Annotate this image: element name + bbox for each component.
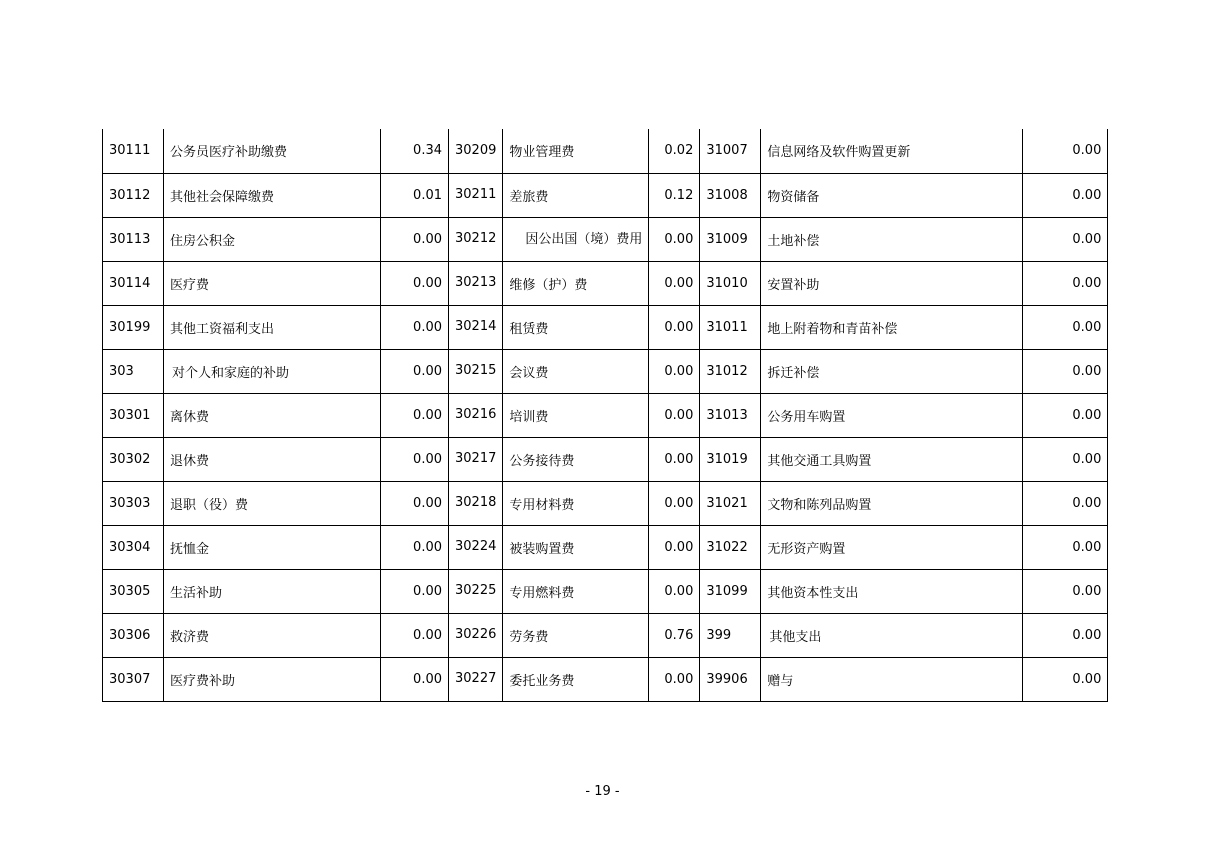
category-name-cell: 信息网络及软件购置更新 [761,129,1023,173]
category-name-cell: 医疗费 [164,261,381,305]
budget-code-cell: 30209 [449,129,503,173]
budget-code-cell: 31008 [700,173,761,217]
budget-code-cell: 30306 [103,613,164,657]
category-name-cell: 生活补助 [164,569,381,613]
budget-code-cell: 30226 [449,613,503,657]
budget-code-cell: 30304 [103,525,164,569]
category-name-cell: 安置补助 [761,261,1023,305]
amount-cell: 0.00 [1023,393,1108,437]
category-name-cell: 公务用车购置 [761,393,1023,437]
budget-code-cell: 30218 [449,481,503,525]
amount-cell: 0.00 [649,393,700,437]
category-name-cell: 维修（护）费 [503,261,649,305]
amount-cell: 0.00 [649,217,700,261]
category-name-cell: 差旅费 [503,173,649,217]
category-name-cell: 会议费 [503,349,649,393]
table-row [103,261,1108,305]
amount-cell: 0.34 [381,129,449,173]
amount-cell: 0.00 [649,657,700,701]
category-name-cell: 其他工资福利支出 [164,305,381,349]
amount-cell: 0.00 [1023,261,1108,305]
table-body [103,129,1108,701]
budget-code-cell: 31099 [700,569,761,613]
category-name-cell: 退职（役）费 [164,481,381,525]
amount-cell: 0.00 [381,481,449,525]
budget-code-cell: 31009 [700,217,761,261]
budget-code-cell: 31013 [700,393,761,437]
amount-cell: 0.00 [1023,173,1108,217]
amount-cell: 0.00 [649,305,700,349]
budget-code-cell: 30303 [103,481,164,525]
category-name-cell: 公务员医疗补助缴费 [164,129,381,173]
table-row [103,569,1108,613]
category-name-cell: 租赁费 [503,305,649,349]
table-row [103,173,1108,217]
amount-cell: 0.00 [649,481,700,525]
budget-code-cell: 30217 [449,437,503,481]
budget-code-cell: 31022 [700,525,761,569]
amount-cell: 0.00 [649,261,700,305]
category-name-cell: 退休费 [164,437,381,481]
page-number: - 19 - [585,784,620,799]
amount-cell: 0.00 [1023,129,1108,173]
amount-cell: 0.00 [381,437,449,481]
budget-code-cell: 31012 [700,349,761,393]
budget-code-cell: 30225 [449,569,503,613]
amount-cell: 0.00 [381,217,449,261]
amount-cell: 0.01 [381,173,449,217]
budget-code-cell: 30212 [449,217,503,261]
budget-code-cell: 30302 [103,437,164,481]
budget-code-cell: 30111 [103,129,164,173]
category-name-cell: 专用材料费 [503,481,649,525]
category-name-cell: 因公出国（境）费用 [503,217,649,261]
category-name-cell: 物业管理费 [503,129,649,173]
amount-cell: 0.00 [1023,613,1108,657]
budget-code-cell: 30307 [103,657,164,701]
budget-code-cell: 31007 [700,129,761,173]
category-name-cell: 其他交通工具购置 [761,437,1023,481]
amount-cell: 0.00 [381,525,449,569]
budget-code-cell: 39906 [700,657,761,701]
budget-code-cell: 30114 [103,261,164,305]
category-name-cell: 培训费 [503,393,649,437]
category-name-cell: 劳务费 [503,613,649,657]
amount-cell: 0.00 [649,349,700,393]
category-name-cell: 抚恤金 [164,525,381,569]
category-name-cell: 住房公积金 [164,217,381,261]
budget-code-cell: 31021 [700,481,761,525]
amount-cell: 0.76 [649,613,700,657]
amount-cell: 0.00 [381,393,449,437]
category-name-cell: 其他社会保障缴费 [164,173,381,217]
budget-code-cell: 30227 [449,657,503,701]
table-row [103,525,1108,569]
category-name-cell: 物资储备 [761,173,1023,217]
amount-cell: 0.12 [649,173,700,217]
budget-code-cell: 30224 [449,525,503,569]
budget-code-cell: 30301 [103,393,164,437]
amount-cell: 0.00 [1023,349,1108,393]
table-row [103,305,1108,349]
category-name-cell: 医疗费补助 [164,657,381,701]
category-name-cell: 委托业务费 [503,657,649,701]
category-name-cell: 离休费 [164,393,381,437]
table-row [103,657,1108,701]
amount-cell: 0.00 [649,569,700,613]
budget-code-cell: 30213 [449,261,503,305]
category-name-cell: 无形资产购置 [761,525,1023,569]
amount-cell: 0.00 [381,569,449,613]
amount-cell: 0.00 [381,657,449,701]
amount-cell: 0.00 [381,261,449,305]
category-name-cell: 公务接待费 [503,437,649,481]
category-name-cell: 赠与 [761,657,1023,701]
category-name-cell: 拆迁补偿 [761,349,1023,393]
table-row [103,129,1108,173]
table-row [103,349,1108,393]
budget-code-cell: 303 [103,349,164,393]
amount-cell: 0.00 [381,305,449,349]
amount-cell: 0.00 [381,613,449,657]
budget-code-cell: 30211 [449,173,503,217]
amount-cell: 0.00 [649,437,700,481]
budget-code-cell: 30113 [103,217,164,261]
amount-cell: 0.00 [1023,217,1108,261]
category-name-cell: 地上附着物和青苗补偿 [761,305,1023,349]
category-name-cell: 其他支出 [761,613,1023,657]
table-row [103,437,1108,481]
budget-code-cell: 30305 [103,569,164,613]
table-row [103,481,1108,525]
budget-code-cell: 30215 [449,349,503,393]
category-name-cell: 文物和陈列品购置 [761,481,1023,525]
budget-code-cell: 31011 [700,305,761,349]
category-name-cell: 被装购置费 [503,525,649,569]
amount-cell: 0.00 [1023,437,1108,481]
table-row [103,393,1108,437]
amount-cell: 0.02 [649,129,700,173]
budget-code-cell: 30216 [449,393,503,437]
budget-code-cell: 30112 [103,173,164,217]
budget-code-cell: 30214 [449,305,503,349]
amount-cell: 0.00 [1023,657,1108,701]
amount-cell: 0.00 [381,349,449,393]
table-row [103,217,1108,261]
amount-cell: 0.00 [1023,305,1108,349]
category-name-cell: 其他资本性支出 [761,569,1023,613]
category-name-cell: 土地补偿 [761,217,1023,261]
amount-cell: 0.00 [1023,481,1108,525]
amount-cell: 0.00 [1023,569,1108,613]
budget-code-cell: 31019 [700,437,761,481]
amount-cell: 0.00 [1023,525,1108,569]
amount-cell: 0.00 [649,525,700,569]
expenditure-table [102,129,1108,702]
category-name-cell: 专用燃料费 [503,569,649,613]
budget-code-cell: 31010 [700,261,761,305]
table-row [103,613,1108,657]
budget-code-cell: 30199 [103,305,164,349]
category-name-cell: 对个人和家庭的补助 [164,349,381,393]
category-name-cell: 救济费 [164,613,381,657]
budget-code-cell: 399 [700,613,761,657]
